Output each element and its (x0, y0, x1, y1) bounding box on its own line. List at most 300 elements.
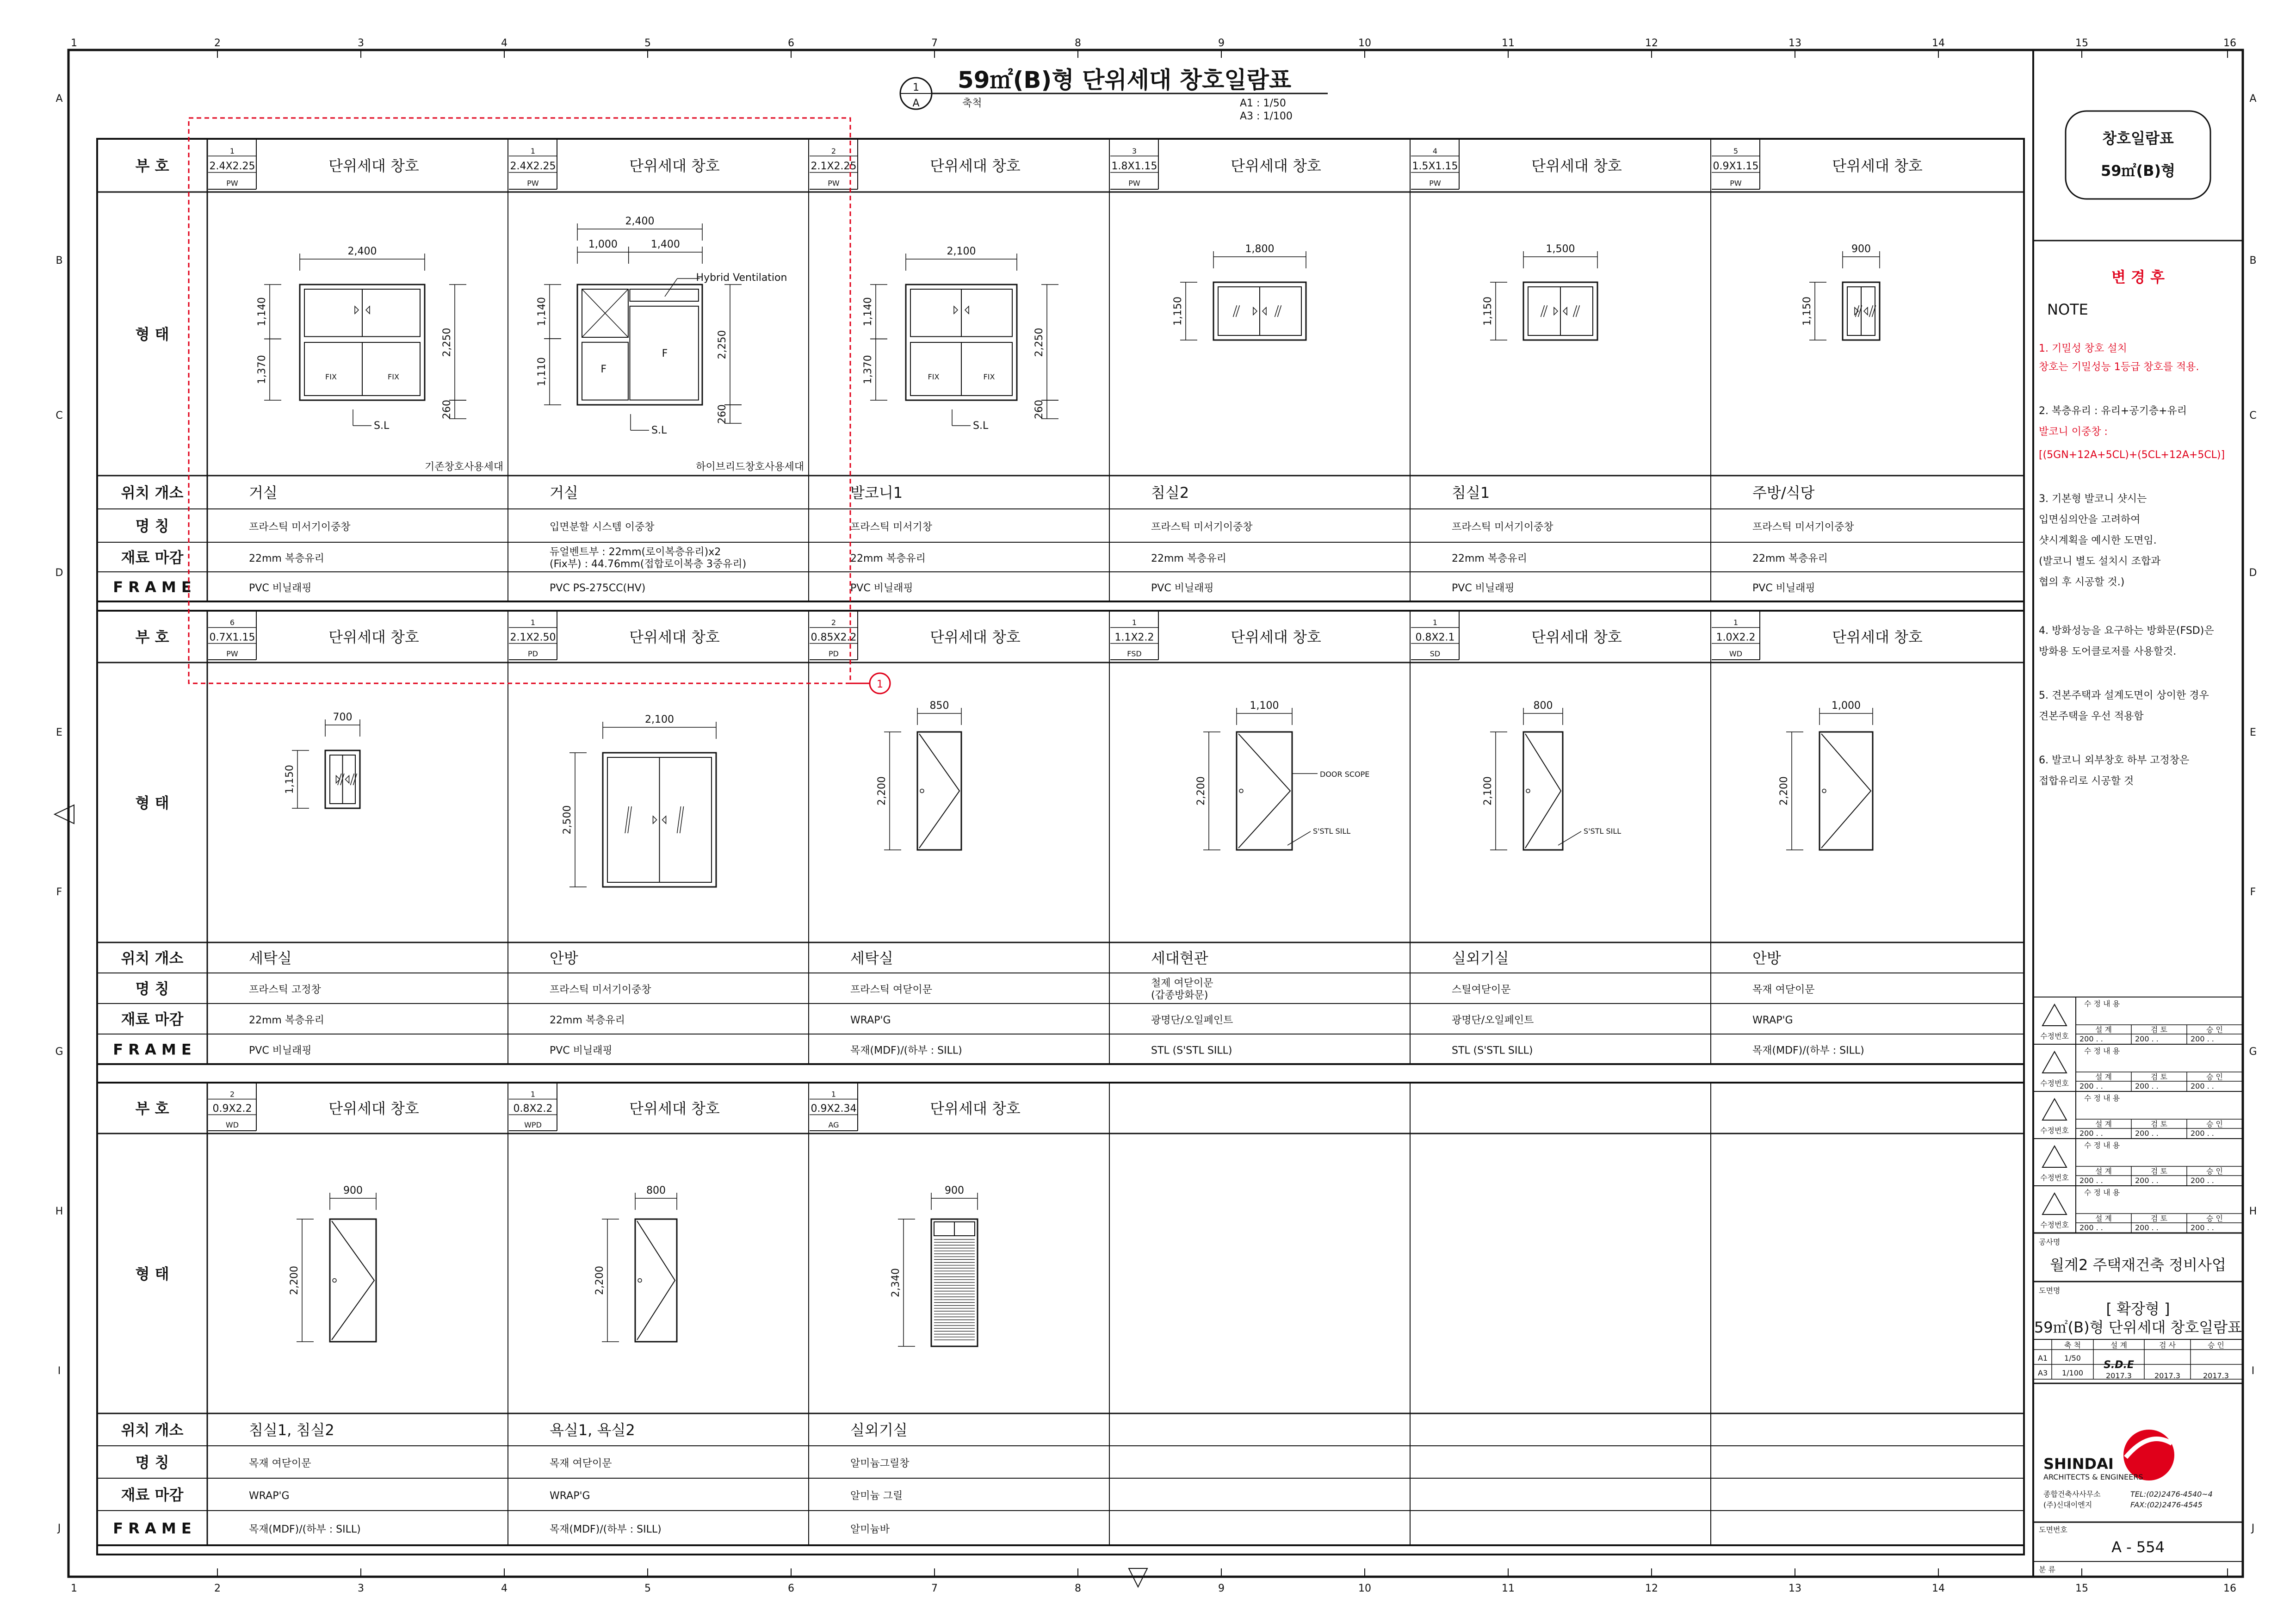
note-line: 입면심의안을 고려하여 (2039, 514, 2141, 526)
grid-col-bottom: 11 (1502, 1583, 1515, 1594)
window-arrow (1864, 308, 1868, 315)
schedule-item (1411, 140, 1622, 594)
dim-height: 1,150 (284, 765, 296, 794)
drawing-title-1: [ 확장형 ] (2106, 1300, 2170, 1318)
title-num: 1 (913, 82, 919, 93)
badge-code: 2.1X2.25 (811, 161, 857, 173)
grid-col-top: 10 (1358, 37, 1371, 49)
grid-row-left: B (56, 255, 63, 266)
badge-code: 0.8X2.2 (513, 1103, 553, 1115)
row-label-shape: 형 태 (135, 325, 169, 343)
item-material: 듀얼벤트부 : 22mm(로이복층유리)x2 (550, 546, 721, 558)
vent-label: Hybrid Ventilation (696, 272, 787, 284)
row-label-frame: F R A M E (113, 1041, 192, 1059)
item-name: 알미늄그릴창 (850, 1458, 910, 1469)
dim-sill: 260 (1034, 400, 1045, 419)
note-line: 6. 발코니 외부창호 하부 고정창은 (2039, 755, 2190, 766)
door-slider-arrow (662, 816, 666, 824)
item-location: 세대현관 (1151, 949, 1208, 967)
grid-row-right: A (2249, 93, 2257, 105)
badge-code: 1.1X2.2 (1114, 632, 1154, 644)
fix-label: FIX (983, 372, 995, 381)
scale-label: 축척 (962, 98, 982, 109)
note-line: 창호는 기밀성능 1등급 창호를 적용. (2039, 361, 2199, 373)
rev-head: 설 계 (2095, 1167, 2112, 1176)
dim-height: 2,200 (594, 1266, 606, 1295)
grid-row-right: F (2250, 886, 2256, 898)
rev-date: 200 . . (2135, 1129, 2159, 1138)
item-material: 22mm 복층유리 (249, 1015, 324, 1026)
badge-code: 0.85X2.2 (811, 632, 857, 644)
note-line: 방화용 도어클로저를 사용할것. (2039, 646, 2177, 657)
date-design: 2017.3 (2106, 1371, 2132, 1380)
badge-type: FSD (1127, 649, 1142, 658)
rev-date: 200 . . (2135, 1223, 2159, 1232)
badge-type: SD (1430, 649, 1441, 658)
dim-height: 2,100 (1482, 776, 1494, 805)
dim-height: 1,150 (1172, 297, 1184, 326)
rev-no: 수정번호 (2040, 1126, 2069, 1135)
schedule-item (810, 612, 1021, 1057)
schedule-item (208, 612, 419, 1057)
rev-head: 승 인 (2206, 1167, 2223, 1176)
schedule-item (509, 1084, 720, 1536)
grid-row-right: H (2249, 1206, 2257, 1217)
item-material-2: (Fix부) : 44.76mm(접합로이복층 3중유리) (550, 558, 747, 570)
grid-col-bottom: 16 (2223, 1583, 2236, 1594)
grid-col-bottom: 13 (1789, 1583, 1801, 1594)
grid-row-right: C (2249, 410, 2257, 421)
badge-code: 1.5X1.15 (1412, 161, 1458, 173)
window-arrow (1253, 308, 1257, 315)
grid-row-right: G (2249, 1046, 2257, 1058)
sl-label: S.L (973, 420, 989, 432)
item-material: 22mm 복층유리 (850, 553, 926, 564)
sill-leader (1287, 831, 1311, 845)
row-label-shape: 형 태 (135, 1265, 169, 1283)
dwg-no: A - 554 (2111, 1538, 2165, 1556)
dim-upper: 1,140 (862, 297, 874, 327)
item-frame: PVC PS-275CC(HV) (550, 582, 646, 594)
rev-head: 설 계 (2095, 1120, 2112, 1128)
item-material: 광명단/오일페인트 (1452, 1015, 1534, 1026)
a1-label: A1 (2038, 1354, 2048, 1363)
grid-row-left: H (55, 1206, 63, 1217)
row-label-shape: 형 태 (135, 794, 169, 812)
drawing-label: 도면명 (2039, 1286, 2061, 1295)
dim-height: 1,150 (1482, 297, 1494, 326)
grid-col-top: 5 (644, 37, 651, 49)
grid-col-bottom: 8 (1075, 1583, 1081, 1594)
item-header: 단위세대 창호 (629, 1100, 720, 1117)
callout-box (189, 118, 850, 683)
badge-num: 6 (229, 618, 235, 627)
item-material: 알미늄 그릴 (850, 1490, 903, 1502)
dim-height: 2,200 (1195, 776, 1207, 805)
sill-label: S'STL SILL (1584, 827, 1621, 836)
grid-col-bottom: 7 (931, 1583, 938, 1594)
rev-triangle (2042, 1052, 2067, 1073)
item-header: 단위세대 창호 (930, 628, 1021, 646)
badge-num: 1 (1733, 618, 1739, 627)
row-label-frame: F R A M E (113, 578, 192, 596)
section-border (97, 139, 2024, 601)
grid-col-bottom: 12 (1645, 1583, 1658, 1594)
window-arrow (1262, 308, 1266, 315)
grid-row-right: I (2251, 1365, 2255, 1377)
badge-code: 1.0X2.2 (1716, 632, 1756, 644)
company-name: SHINDAI (2043, 1455, 2114, 1473)
date-check: 2017.3 (2154, 1371, 2180, 1380)
door-handle (638, 1279, 642, 1282)
item-location: 실외기실 (850, 1421, 908, 1439)
grid-col-bottom: 3 (358, 1583, 364, 1594)
company-tel: TEL:(02)2476-4540~4 (2130, 1490, 2213, 1499)
item-name: 입면분할 시스템 이중창 (550, 521, 655, 533)
schedule-item (1712, 612, 1923, 1057)
schedule-item (810, 140, 1058, 594)
item-location: 욕실1, 욕실2 (550, 1421, 635, 1439)
badge-num: 1 (530, 146, 536, 155)
title-text: 59㎡(B)형 단위세대 창호일람표 (958, 67, 1292, 93)
scale-hdr: 축 척 (2064, 1341, 2081, 1350)
door-swing (1525, 734, 1561, 848)
item-material: 광명단/오일페인트 (1151, 1015, 1233, 1026)
item-header: 단위세대 창호 (328, 157, 419, 175)
item-header: 단위세대 창호 (1531, 157, 1622, 175)
side-title-2: 59㎡(B)형 (2100, 162, 2176, 180)
schedule-item (208, 1084, 419, 1536)
item-frame: 목재(MDF)/(하부 : SILL) (1752, 1045, 1864, 1057)
title-badge (2066, 111, 2210, 199)
dim-height: 2,200 (876, 776, 888, 805)
item-frame: 목재(MDF)/(하부 : SILL) (850, 1045, 962, 1057)
dim-lower: 1,110 (536, 357, 548, 386)
item-location: 세탁실 (249, 949, 292, 967)
grid-row-left: C (56, 410, 63, 421)
door-handle (920, 789, 924, 793)
item-header: 단위세대 창호 (930, 1100, 1021, 1117)
item-header: 단위세대 창호 (930, 157, 1021, 175)
window-frame (577, 285, 702, 405)
door-swing (1238, 734, 1290, 848)
rev-head: 검 토 (2151, 1214, 2167, 1223)
item-name: 프라스틱 미서기이중창 (1151, 521, 1253, 533)
dim-width: 1,500 (1546, 243, 1575, 255)
rev-date: 200 . . (2079, 1176, 2103, 1185)
item-frame: 목재(MDF)/(하부 : SILL) (550, 1524, 662, 1536)
schedule-item (509, 140, 804, 594)
door-handle (1526, 789, 1530, 793)
side-title-1: 창호일람표 (2102, 130, 2174, 147)
grid-col-top: 1 (71, 37, 77, 49)
grid-row-left: F (56, 886, 62, 898)
item-material: 22mm 복층유리 (1752, 553, 1828, 564)
item-material: 22mm 복층유리 (1452, 553, 1527, 564)
rev-date: 200 . . (2135, 1035, 2159, 1043)
vent-open-mark (582, 289, 628, 337)
badge-type: WPD (524, 1120, 542, 1129)
note-line: 1. 기밀성 창호 설치 (2039, 343, 2127, 354)
scale-a3: A3 : 1/100 (1240, 111, 1293, 122)
item-location: 침실1, 침실2 (249, 1421, 334, 1439)
a3-value: 1/100 (2061, 1369, 2084, 1377)
section-border (97, 1083, 2024, 1545)
door-scope-label: DOOR SCOPE (1320, 770, 1370, 779)
note-line: 협의 후 시공할 것.) (2039, 576, 2125, 588)
item-frame: PVC 비닐래핑 (249, 582, 312, 594)
schedule-item (208, 140, 503, 594)
schedule-section (97, 611, 2024, 1064)
dim-width: 1,000 (1832, 700, 1861, 712)
sheet-title (900, 67, 1328, 122)
item-name: 목재 여닫이문 (550, 1458, 612, 1469)
item-frame: PVC 비닐래핑 (550, 1045, 613, 1057)
dim-width: 900 (945, 1185, 964, 1196)
badge-type: PW (1128, 179, 1140, 188)
dim-width: 2,400 (625, 216, 655, 227)
rev-head: 승 인 (2206, 1025, 2223, 1034)
outer-border (68, 50, 2243, 1577)
grid-row-left: G (55, 1046, 63, 1058)
note-line: 2. 복층유리 : 유리+공기층+유리 (2039, 405, 2187, 417)
dim-lower: 1,370 (256, 355, 268, 384)
schedule-item (810, 1084, 1021, 1536)
badge-code: 2.4X2.25 (510, 161, 556, 173)
dim-upper: 1,140 (256, 297, 268, 327)
item-header: 단위세대 창호 (328, 628, 419, 646)
item-header: 단위세대 창호 (328, 1100, 419, 1117)
rev-head: 검 토 (2151, 1025, 2167, 1034)
door-frame (1523, 732, 1563, 850)
dim-height: 2,340 (890, 1268, 902, 1297)
badge-type: AG (828, 1120, 839, 1129)
rev-date: 200 . . (2079, 1129, 2103, 1138)
dim-height: 2,200 (289, 1266, 300, 1295)
badge-type: WD (225, 1120, 239, 1129)
row-label-name: 명 칭 (135, 517, 169, 535)
rev-date: 200 . . (2191, 1129, 2214, 1138)
rev-head: 설 계 (2095, 1214, 2112, 1223)
dim-width: 2,100 (947, 246, 976, 257)
callout-num: 1 (877, 679, 883, 690)
badge-num: 3 (1132, 146, 1137, 155)
rev-head: 승 인 (2206, 1120, 2223, 1128)
title-block (2033, 111, 2243, 1574)
door-slider-arrow (653, 816, 657, 824)
badge-num: 2 (831, 146, 836, 155)
slide-arrow (355, 306, 359, 314)
badge-num: 4 (1432, 146, 1438, 155)
badge-type: WD (1729, 649, 1743, 658)
section-border (97, 611, 2024, 1064)
item-frame: PVC 비닐래핑 (1151, 582, 1214, 594)
center-mark-left (55, 805, 74, 824)
rev-head: 설 계 (2095, 1025, 2112, 1034)
dim-width: 850 (929, 700, 949, 712)
badge-code: 0.9X2.34 (811, 1103, 857, 1115)
row-label-name: 명 칭 (135, 980, 169, 997)
window-arrow (1563, 308, 1567, 315)
badge-num: 2 (229, 1090, 235, 1099)
item-location: 거실 (249, 484, 278, 502)
dim-height: 2,500 (562, 805, 573, 835)
note-line: [(5GN+12A+5CL)+(5CL+12A+5CL)] (2039, 449, 2225, 461)
revision-callout (189, 118, 890, 694)
dim-lower: 1,370 (862, 355, 874, 384)
dim-width: 1,800 (1245, 243, 1275, 255)
item-name: 스틸여닫이문 (1452, 984, 1511, 996)
inner-border (97, 139, 2024, 1555)
vent-leader (665, 279, 677, 297)
badge-type: PW (226, 649, 238, 658)
schedule-item (1712, 140, 1923, 594)
item-name-2: (갑종방화문) (1151, 990, 1208, 1001)
row-label-location: 위치 개소 (121, 1421, 184, 1439)
grid-col-top: 12 (1645, 37, 1658, 49)
rev-no: 수정번호 (2040, 1032, 2069, 1041)
item-location: 세탁실 (850, 949, 893, 967)
item-location: 발코니1 (850, 484, 903, 502)
schedule-item (509, 612, 720, 1057)
a3-label: A3 (2038, 1369, 2048, 1377)
check-hdr: 검 사 (2159, 1341, 2176, 1350)
dim-width: 800 (1533, 700, 1553, 712)
grid-col-top: 15 (2075, 37, 2088, 49)
note-line: 발코니 이중창 : (2039, 426, 2108, 438)
rev-date: 200 . . (2191, 1223, 2214, 1232)
door-swing (919, 734, 959, 848)
badge-num: 2 (831, 618, 836, 627)
row-label-location: 위치 개소 (121, 484, 184, 502)
project-name: 월계2 주택재건축 정비사업 (2050, 1256, 2226, 1274)
item-header: 단위세대 창호 (1832, 628, 1923, 646)
badge-code: 2.4X2.25 (209, 161, 255, 173)
rev-triangle (2042, 1004, 2067, 1026)
rev-no: 수정번호 (2040, 1173, 2069, 1182)
approve-hdr: 승 인 (2208, 1341, 2224, 1350)
rev-label: 수 정 내 용 (2084, 1141, 2120, 1150)
fix-label: FIX (388, 372, 399, 381)
project-label: 공사명 (2039, 1238, 2061, 1246)
item-location: 주방/식당 (1752, 484, 1815, 502)
dim-width: 1,100 (1250, 700, 1279, 712)
door-swing (332, 1221, 374, 1340)
item-header: 단위세대 창호 (1231, 157, 1321, 175)
grid-col-top: 13 (1789, 37, 1801, 49)
schedule-tables (97, 139, 2024, 1545)
dim-width: 2,100 (645, 714, 674, 725)
rev-date: 200 . . (2079, 1035, 2103, 1043)
schedule-section (97, 1083, 2024, 1545)
dim-sill: 260 (717, 404, 728, 424)
company-kr-1: 종합건축사사무소 (2043, 1490, 2101, 1499)
copy-label: 분 류 (2039, 1565, 2055, 1574)
item-header: 단위세대 창호 (1531, 628, 1622, 646)
rev-triangle (2042, 1146, 2067, 1167)
row-label-frame: F R A M E (113, 1519, 192, 1537)
fix-label: FIX (325, 372, 337, 381)
window-arrow (346, 776, 349, 783)
grid-row-right: B (2249, 255, 2257, 266)
badge-code: 0.9X1.15 (1713, 161, 1759, 173)
rev-label: 수 정 내 용 (2084, 1094, 2120, 1103)
item-location: 안방 (550, 949, 578, 967)
rev-head: 검 토 (2151, 1167, 2167, 1176)
badge-num: 1 (530, 618, 536, 627)
sl-label: S.L (374, 420, 390, 432)
note-line: (발코니 별도 설치시 조합과 (2039, 556, 2161, 567)
badge-code: 0.8X2.1 (1415, 632, 1455, 644)
badge-code: 2.1X2.50 (510, 632, 556, 644)
grid-row-left: I (57, 1365, 61, 1377)
note-line: 4. 방화성능을 요구하는 방화문(FSD)은 (2039, 625, 2214, 637)
grid-col-top: 16 (2223, 37, 2236, 49)
badge-type: PW (226, 179, 238, 188)
company-kr-2: (주)신대이엔지 (2043, 1500, 2092, 1509)
slide-arrow (965, 306, 969, 314)
item-name: 프라스틱 미서기이중창 (550, 984, 651, 996)
rev-label: 수 정 내 용 (2084, 1047, 2120, 1055)
grid-col-bottom: 2 (214, 1583, 221, 1594)
dim-total: 2,250 (717, 330, 728, 359)
item-material: WRAP'G (550, 1490, 590, 1502)
rev-date: 200 . . (2191, 1176, 2214, 1185)
a1-value: 1/50 (2064, 1354, 2081, 1363)
dim-total: 2,250 (1034, 328, 1045, 357)
date-approve: 2017.3 (2203, 1371, 2229, 1380)
item-material: 22mm 복층유리 (249, 553, 324, 564)
sl-label: S.L (651, 425, 667, 436)
item-header: 단위세대 창호 (1231, 628, 1321, 646)
badge-type: PD (829, 649, 839, 658)
row-label-symbol: 부 호 (135, 628, 169, 646)
grid-row-right: D (2249, 567, 2257, 579)
dim-width: 900 (1851, 243, 1871, 255)
rev-date: 200 . . (2079, 1082, 2103, 1090)
changed-label: 변 경 후 (2111, 268, 2165, 286)
grid-col-top: 4 (501, 37, 507, 49)
item-name: 프라스틱 미서기이중창 (1752, 521, 1854, 533)
grid-col-top: 9 (1218, 37, 1225, 49)
dim-sill: 260 (441, 400, 453, 419)
badge-type: PW (527, 179, 539, 188)
slide-arrow (954, 306, 958, 314)
rev-triangle (2042, 1193, 2067, 1214)
item-name: 프라스틱 여닫이문 (850, 984, 933, 996)
company-fax: FAX:(02)2476-4545 (2130, 1500, 2203, 1509)
dim-height: 2,200 (1778, 776, 1790, 805)
item-name: 목재 여닫이문 (249, 1458, 311, 1469)
item-frame: STL (S'STL SILL) (1151, 1045, 1232, 1057)
badge-num: 1 (530, 1090, 536, 1099)
dim-width: 700 (333, 712, 353, 723)
dwg-no-label: 도면번호 (2039, 1525, 2067, 1534)
slide-arrow (366, 306, 370, 314)
item-material: 22mm 복층유리 (1151, 553, 1226, 564)
item-material: WRAP'G (249, 1490, 290, 1502)
schedule-item (1411, 612, 1622, 1057)
scale-a1: A1 : 1/50 (1240, 98, 1286, 109)
dim-width: 900 (343, 1185, 363, 1196)
grid-col-bottom: 14 (1932, 1583, 1945, 1594)
door-swing (1821, 734, 1871, 848)
rev-head: 설 계 (2095, 1072, 2112, 1081)
item-location: 침실1 (1452, 484, 1490, 502)
badge-code: 0.9X2.2 (212, 1103, 252, 1115)
vent-strip (630, 289, 699, 301)
rev-no: 수정번호 (2040, 1220, 2069, 1229)
